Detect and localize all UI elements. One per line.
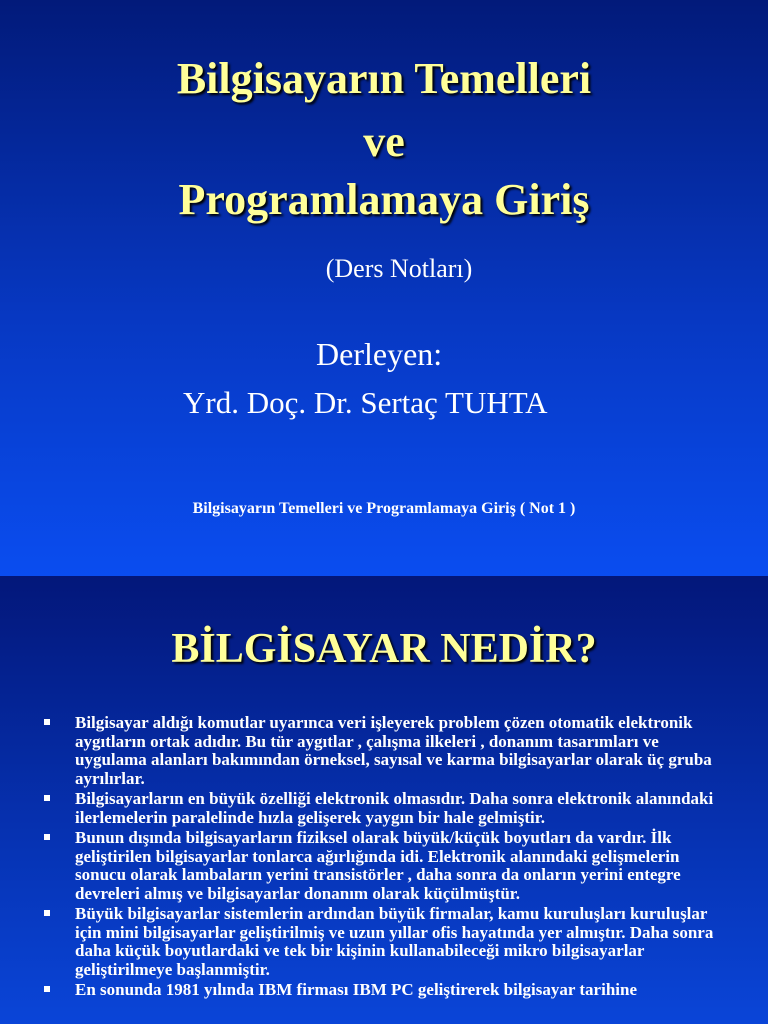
bullet-text: Büyük bilgisayarlar sistemlerin ardından büyük firmalar, kamu kuruluşları kuruluşlar için mini bilgisayarlar geliştirilmiş ve uzun yıllar ofis hayatında yer almıştır. Daha sonra daha küçük boyutlardaki ve tek bir kişinin kullanabileceği mikro bilgisayarlar geliştirilmeye başlanmiştir. xyxy=(75,904,714,979)
bullet-text: Bilgisayarların en büyük özelliği elektronik olmasıdır. Daha sonra elektronik alanındaki ilerlemelerin paralelinde hızla gelişerek yaygın bir hale gelmiştir. xyxy=(75,789,714,827)
bullet-text: Bunun dışında bilgisayarların fiziksel olarak büyük/küçük boyutları da vardır. İlk geliştirilen bilgisayarlar tonlarca ağırlığında idi. Elektronik alanındaki gelişmelerin sonucu olarak lambaların yerini transistörler , daha sonra da onların yerini entegre devreleri almış ve bilgisayarlar donanım olarak küçülmüştür. xyxy=(75,828,681,903)
bullet-text: En sonunda 1981 yılında IBM firması IBM PC geliştirerek bilgisayar tarihine xyxy=(75,980,637,999)
square-bullet-icon xyxy=(44,986,50,992)
bullet-item xyxy=(44,829,724,903)
bullet-item xyxy=(44,905,724,979)
bullet-item xyxy=(44,714,724,788)
slide-footer: Bilgisayarın Temelleri ve Programlamaya Giriş ( Not 1 ) xyxy=(192,500,576,517)
slide-subtitle: (Ders Notları) xyxy=(325,254,473,283)
bullet-text: Bilgisayar aldığı komutlar uyarınca veri işleyerek problem çözen otomatik elektronik aygıtların ortak adıdır. Bu tür aygıtlar , çalışma ilkeleri , donanım tasarımları ve uygulama alanları bakımından örneksel, sayısal ve karma bilgisayarlar olarak üç gruba ayrılırlar. xyxy=(75,713,712,788)
bullet-list xyxy=(44,714,724,1002)
slide-title-line-2: ve xyxy=(363,117,405,166)
square-bullet-icon xyxy=(44,910,50,916)
slide-title-line-3: Programlamaya Giriş xyxy=(178,175,590,224)
content-slide xyxy=(0,576,768,1024)
slide-heading: BİLGİSAYAR NEDİR? xyxy=(171,626,597,672)
square-bullet-icon xyxy=(44,834,50,840)
bullet-item xyxy=(44,981,724,1000)
compiler-label: Derleyen: xyxy=(316,336,443,372)
author-name: Yrd. Doç. Dr. Sertaç TUHTA xyxy=(183,385,548,420)
slide-title-line-1: Bilgisayarın Temelleri xyxy=(176,54,592,103)
bullet-item xyxy=(44,790,724,827)
square-bullet-icon xyxy=(44,795,50,801)
square-bullet-icon xyxy=(44,719,50,725)
